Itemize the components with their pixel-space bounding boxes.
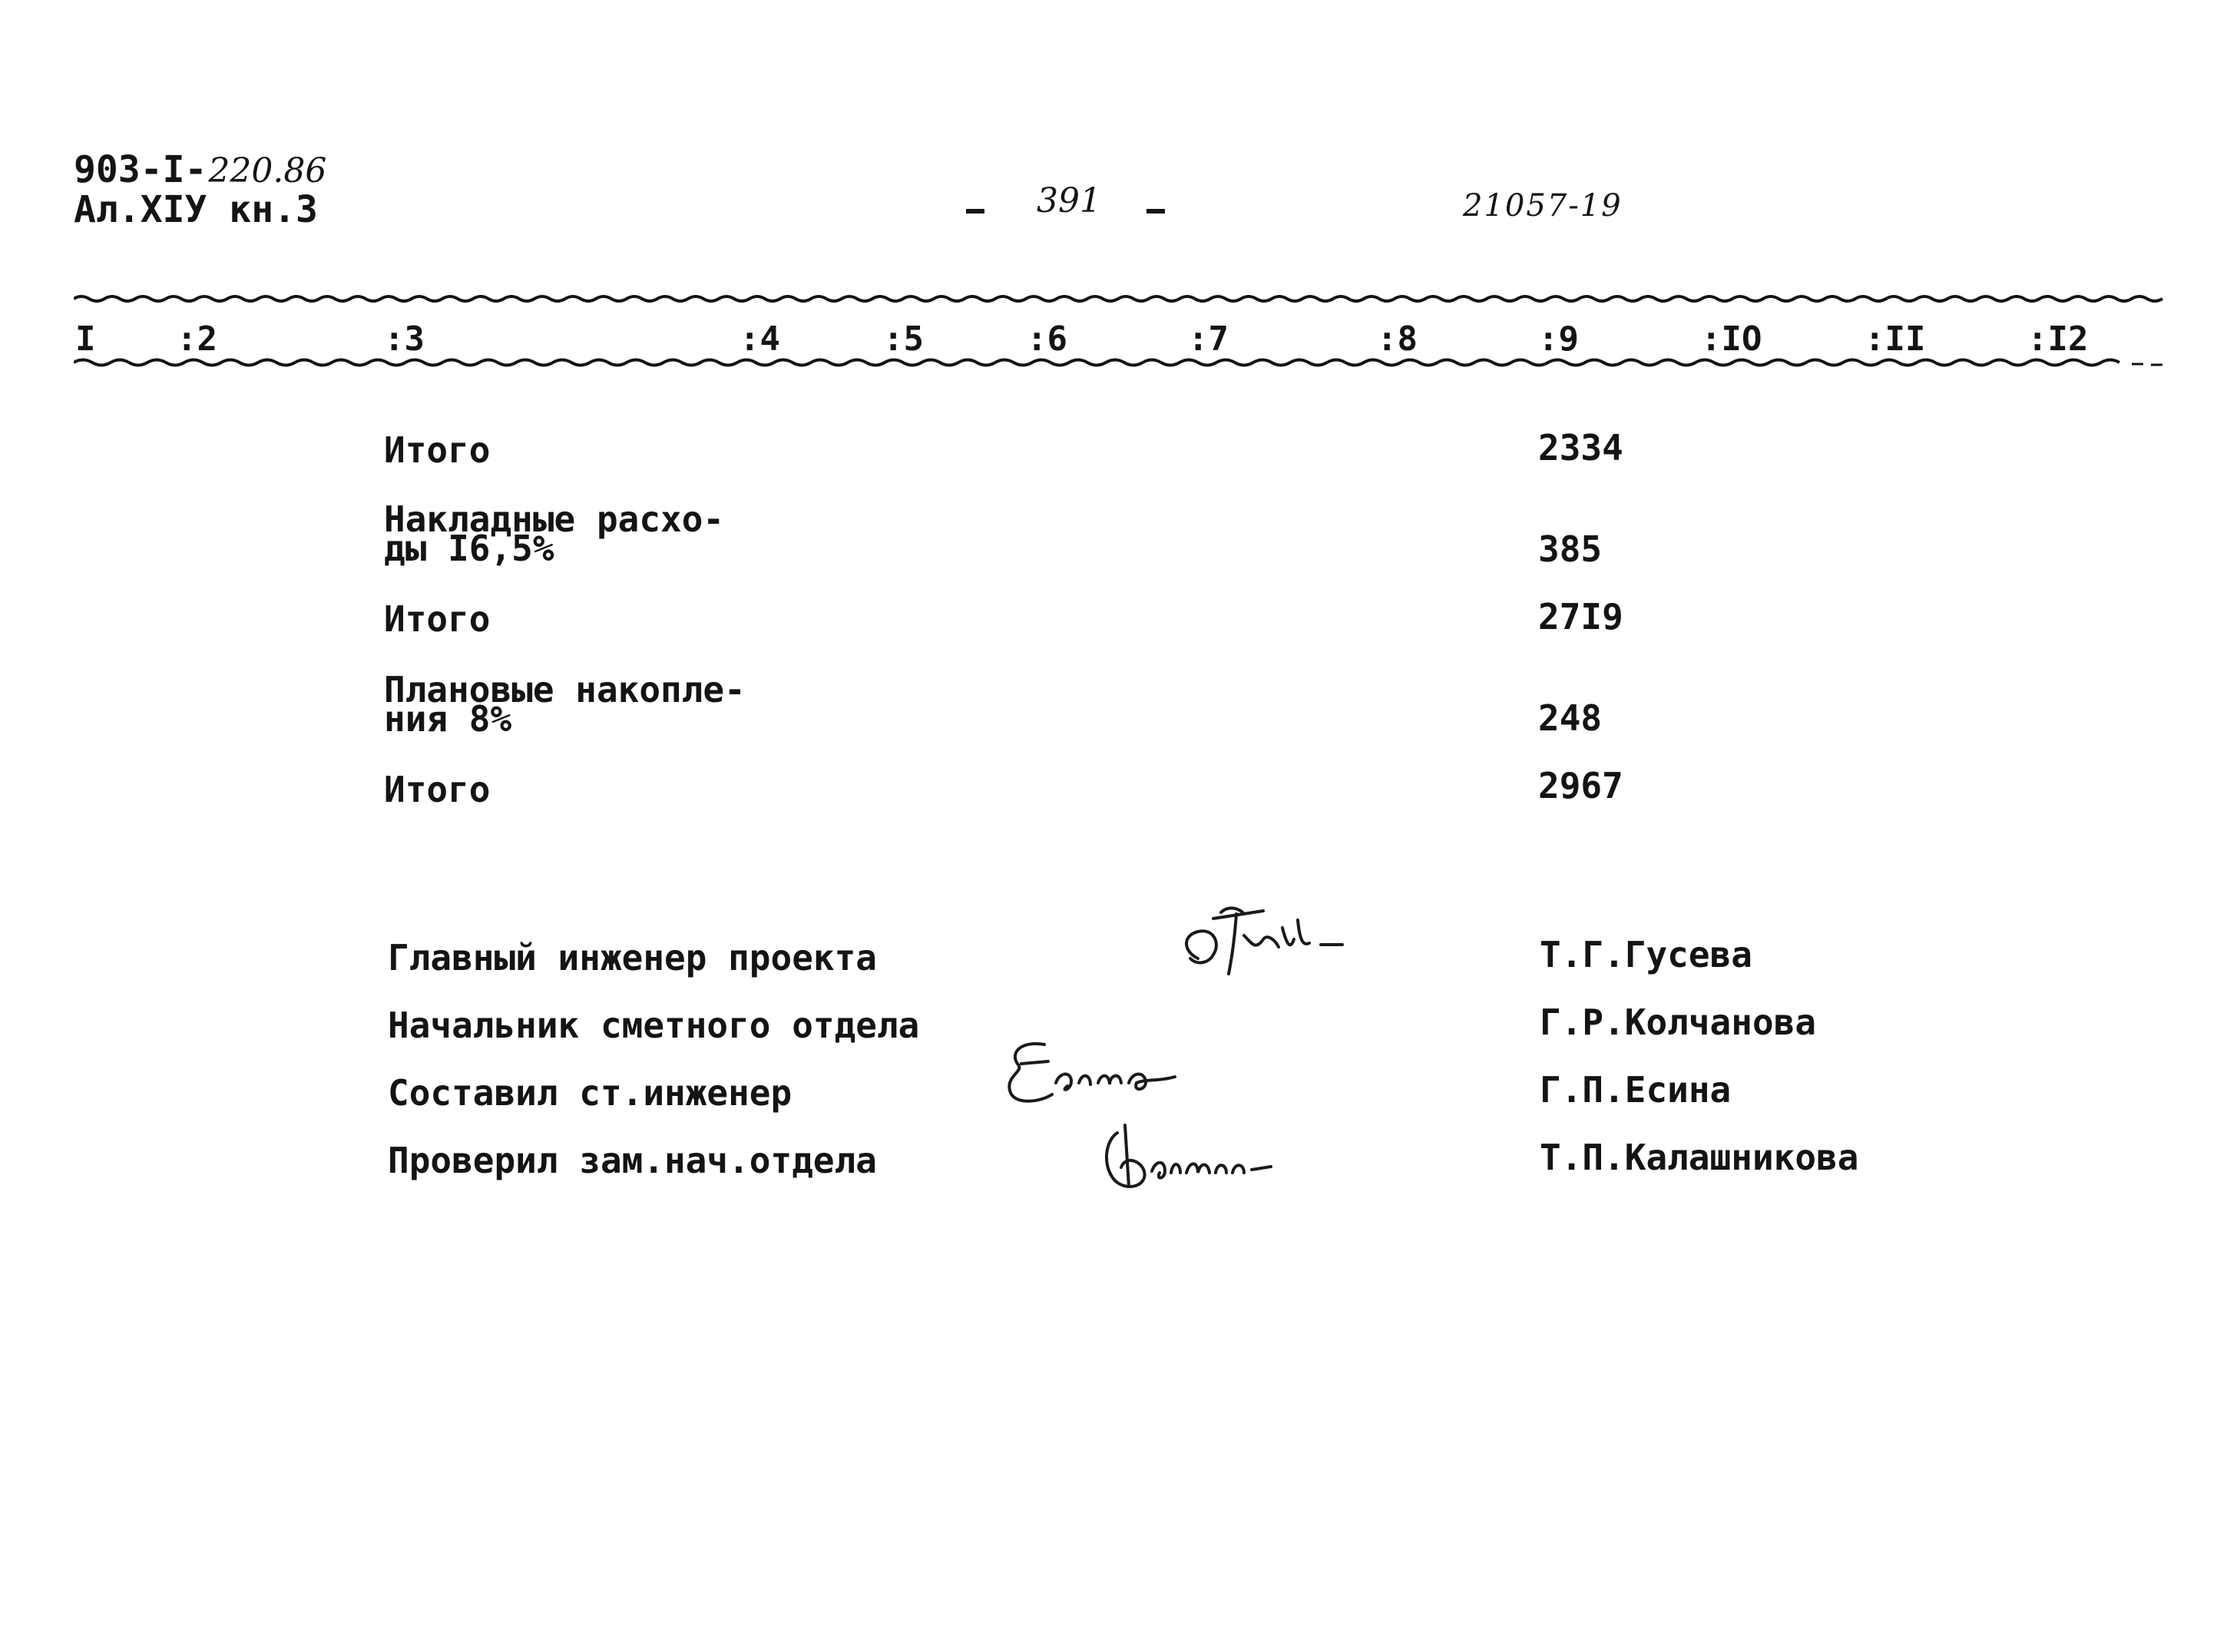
column-number: :9: [1538, 319, 1579, 359]
column-number: :8: [1377, 319, 1418, 359]
signature-name: Т.П.Калашникова: [1540, 1137, 1859, 1178]
row-label-continuation: ды I6,5%: [384, 528, 554, 569]
table-rule-top: [74, 292, 2170, 304]
column-number: :2: [177, 319, 217, 359]
row-label: Итого: [384, 598, 491, 640]
signature-role: Начальник сметного отдела: [388, 1005, 920, 1046]
signature-role: Составил ст.инженер: [388, 1072, 792, 1114]
document-code-printed: 903-I-: [74, 148, 207, 191]
signature-mark-gyseva: [1167, 897, 1375, 989]
table-rule-bottom: [74, 355, 2170, 370]
page-number-dash-right: [1146, 209, 1165, 214]
column-number: :II: [1864, 319, 1926, 359]
row-label: Плановые накопле-: [384, 669, 746, 710]
row-value: 385: [1538, 528, 1603, 570]
column-number: :IO: [1701, 319, 1762, 359]
row-label-continuation: ния 8%: [384, 698, 512, 740]
album-book-label: Ал.XIУ кн.3: [74, 188, 318, 231]
row-label: Накладные расхо-: [384, 498, 725, 540]
signature-mark-esina: [998, 1029, 1221, 1114]
row-value: 2334: [1538, 427, 1623, 468]
document-code-handwritten: 220.86: [208, 151, 327, 190]
column-number: :7: [1188, 319, 1229, 359]
row-value: 2967: [1538, 765, 1623, 806]
row-value: 248: [1538, 697, 1603, 739]
page-number: 391: [1037, 181, 1101, 220]
page-number-dash-left: [966, 209, 984, 214]
column-number: :4: [739, 319, 780, 359]
row-label: Итого: [384, 429, 491, 471]
column-number: :I2: [2027, 319, 2089, 359]
signature-name: Г.П.Есина: [1540, 1069, 1732, 1111]
signature-mark-kalashnikova: [1094, 1110, 1309, 1202]
signature-role: Проверил зам.нач.отдела: [388, 1140, 877, 1181]
row-label: Итого: [384, 769, 491, 810]
signature-name: Г.Р.Колчанова: [1540, 1001, 1817, 1043]
column-number-1: I: [75, 319, 96, 359]
document-code: [74, 150, 326, 191]
column-number: :3: [384, 319, 425, 359]
row-value: 27I9: [1538, 596, 1623, 637]
column-number: :5: [883, 319, 924, 359]
archive-number: 21057-19: [1463, 188, 1623, 223]
signature-name: Т.Г.Гусева: [1540, 934, 1752, 975]
signature-role: Главный инженер проекта: [388, 937, 877, 978]
column-number: :6: [1027, 319, 1067, 359]
